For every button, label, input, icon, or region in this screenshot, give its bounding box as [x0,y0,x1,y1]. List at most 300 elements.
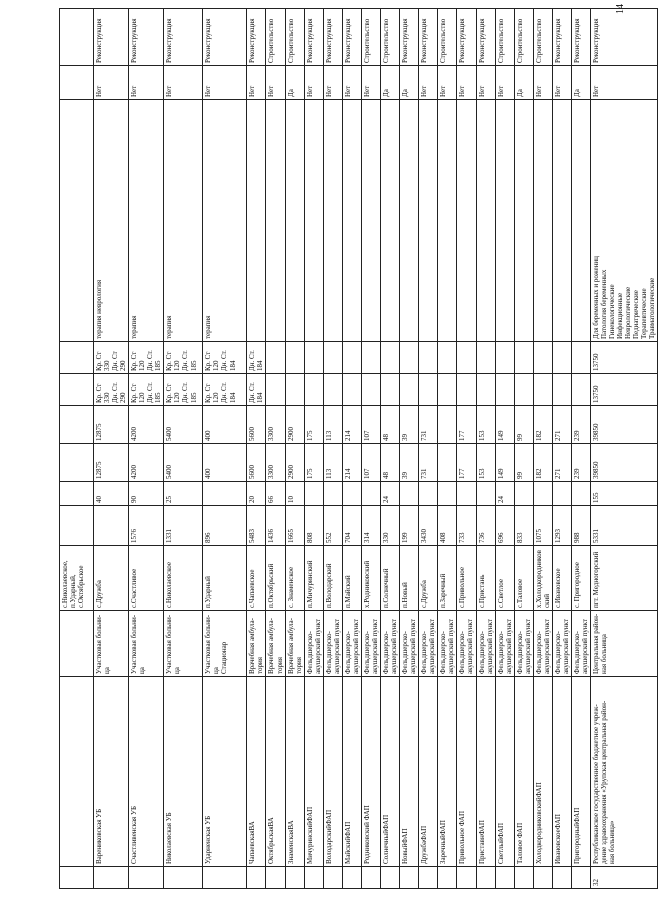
cell-beds [203,482,247,506]
cell-population: 988 [571,506,590,546]
cell-area2: 3300 [266,406,285,444]
cell-cab2 [285,342,304,374]
cell-area2 [438,406,457,444]
cell-exists: Нет [304,66,323,100]
cell-settlements: х.Холодкородниковский [533,546,552,611]
cell-population: 1665 [285,506,304,546]
cell-profile [285,100,304,342]
cell-action: Реконструкция [591,9,658,66]
row-number-cell [381,867,400,889]
cell-settlements: п.Володарский [323,546,342,611]
cell-profile [247,100,266,342]
cell-population: 704 [342,506,361,546]
cell-population [60,506,94,546]
cell-beds [361,482,380,506]
table-row [533,9,552,889]
cell-exists: Нет [203,66,247,100]
cell-cab2 [419,342,438,374]
row-number-cell [438,867,457,889]
cell-profile: терапия [164,100,203,342]
row-number-cell [323,867,342,889]
cell-action: Реконструкция [129,9,164,66]
row-number-cell [457,867,476,889]
cell-area1: 5400 [164,444,203,482]
cell-area1: 99 [514,444,533,482]
cell-area2: 2900 [285,406,304,444]
cell-settlements: пгт. Медногорский [591,546,658,611]
cell-cab1 [381,374,400,406]
cell-profile [571,100,590,342]
table-row [285,9,304,889]
cell-settlements: с.Светлое [495,546,514,611]
cell-unit: Врачебная амбула- тория [266,611,285,677]
cell-org: ЗнаменскаяВА [285,677,304,867]
cell-area2 [60,406,94,444]
cell-unit: Фельдшерско- акушерский пункт [323,611,342,677]
cell-area1 [438,444,457,482]
cell-profile [361,100,380,342]
cell-population: 736 [476,506,495,546]
cell-area1: 5600 [247,444,266,482]
row-number-cell [342,867,361,889]
cell-action: Реконструкция [203,9,247,66]
cell-area1: 239 [571,444,590,482]
cell-profile [381,100,400,342]
cell-action: Строительство [381,9,400,66]
cell-exists: Нет [94,66,129,100]
cell-settlements: с.Чапаевское [247,546,266,611]
cell-unit: Фельдшерско- акушерский пункт [381,611,400,677]
cell-cab1 [266,374,285,406]
cell-profile [457,100,476,342]
cell-profile [419,100,438,342]
cell-cab2 [400,342,419,374]
cell-cab2 [438,342,457,374]
cell-unit: Врачебная амбула- тория [285,611,304,677]
cell-beds: 10 [285,482,304,506]
cell-org: Николаевская УБ [164,677,203,867]
cell-action: Реконструкция [457,9,476,66]
cell-beds [514,482,533,506]
table-row [266,9,285,889]
cell-beds [419,482,438,506]
table-row [94,9,129,889]
cell-population: 3430 [419,506,438,546]
cell-population: 696 [495,506,514,546]
table-row [342,9,361,889]
cell-org: ЗаречныйФАП [438,677,457,867]
cell-cab1 [571,374,590,406]
cell-action: Реконструкция [323,9,342,66]
cell-cab2 [476,342,495,374]
cell-area1: 149 [495,444,514,482]
cell-cab1 [419,374,438,406]
cell-org: Ударненская УБ [203,677,247,867]
cell-cab1 [533,374,552,406]
cell-unit: Фельдшерско- акушерский пункт [552,611,571,677]
cell-exists: Нет [323,66,342,100]
cell-settlements: п.Мичуринский [304,546,323,611]
cell-org [60,677,94,867]
cell-profile [533,100,552,342]
cell-cab2: Кр. Ст 120 Дн. Ст. 184 [203,342,247,374]
cell-org: Республиканское государственное бюджетное учреж- дение здравоохранения «Урупская центральная район- ная больница» [591,677,658,867]
cell-unit: Фельдшерско- акушерский пункт [304,611,323,677]
cell-area1: 4200 [129,444,164,482]
cell-profile: терапия неврология [94,100,129,342]
cell-action: Реконструкция [342,9,361,66]
cell-area1: 177 [457,444,476,482]
cell-exists: Нет [591,66,658,100]
cell-cab2 [361,342,380,374]
cell-population: 330 [381,506,400,546]
cell-beds: 24 [495,482,514,506]
table-row [552,9,571,889]
cell-cab2: Кр. Ст 330 Дн. Ст 290 [94,342,129,374]
cell-action: Строительство [495,9,514,66]
cell-unit: Фельдшерско- акушерский пункт [400,611,419,677]
cell-cab1 [476,374,495,406]
cell-unit: Участковая больни- ца [164,611,203,677]
cell-profile [266,100,285,342]
cell-org: ХолодкородниковскийФАП [533,677,552,867]
row-number-cell [400,867,419,889]
cell-cab2: 13750 [591,342,658,374]
cell-population [94,506,129,546]
cell-action: Строительство [438,9,457,66]
cell-unit: Фельдшерско- акушерский пункт [419,611,438,677]
cell-org: ПриставнФАП [476,677,495,867]
cell-beds [457,482,476,506]
cell-beds: 40 [94,482,129,506]
cell-settlements: с.Таловое [514,546,533,611]
cell-settlements: с.Ивановское [552,546,571,611]
cell-settlements: с. Пригородное [571,546,590,611]
cell-org: ДружбаФАП [419,677,438,867]
cell-settlements: х.Родниковский [361,546,380,611]
cell-population: 314 [361,506,380,546]
cell-cab1 [323,374,342,406]
cell-population: 733 [457,506,476,546]
cell-profile [323,100,342,342]
cell-settlements: с.Пристань [476,546,495,611]
cell-exists: Нет [495,66,514,100]
row-number-cell [476,867,495,889]
cell-exists: Да [400,66,419,100]
cell-exists: Да [381,66,400,100]
row-number-cell [419,867,438,889]
cell-unit: Фельдшерско- акушерский пункт [495,611,514,677]
cell-cab1: Кр. Ст 120 Дн. Ст. 185 [164,374,203,406]
cell-profile [438,100,457,342]
cell-area1: 271 [552,444,571,482]
cell-settlements: с.Николаевское [164,546,203,611]
cell-cab1: Кр. Ст 120 Дн. Ст. 184 [203,374,247,406]
table-row [60,9,94,889]
cell-org: СолнечныйФАП [381,677,400,867]
row-number-cell: 32 [591,867,658,889]
cell-area1: 3300 [266,444,285,482]
cell-beds: 24 [381,482,400,506]
cell-area2: 99 [514,406,533,444]
cell-action: Реконструкция [247,9,266,66]
cell-profile [476,100,495,342]
cell-org: Варениковская УБ [94,677,129,867]
cell-cab2 [60,342,94,374]
cell-area2: 177 [457,406,476,444]
cell-beds: 90 [129,482,164,506]
cell-profile [400,100,419,342]
cell-org: Родниковский ФАП [361,677,380,867]
cell-unit: Фельдшерско- акушерский пункт [361,611,380,677]
table-row [247,9,266,889]
facilities-table [59,8,658,889]
cell-unit: Фельдшерско- акушерский пункт [571,611,590,677]
cell-population: 1576 [129,506,164,546]
cell-unit: Участковая больни- ца Стационар [203,611,247,677]
table-row [361,9,380,889]
cell-cab1 [438,374,457,406]
cell-org: Привольное ФАП [457,677,476,867]
cell-area1: 153 [476,444,495,482]
cell-cab2 [323,342,342,374]
cell-exists: Нет [164,66,203,100]
table-row [164,9,203,889]
cell-population: 808 [304,506,323,546]
cell-action: Реконструкция [94,9,129,66]
cell-area1: 12875 [94,444,129,482]
cell-exists: Нет [361,66,380,100]
row-number-cell [495,867,514,889]
cell-profile [60,100,94,342]
cell-area2: 4200 [129,406,164,444]
cell-exists: Нет [457,66,476,100]
cell-action: Реконструкция [400,9,419,66]
cell-cab2 [342,342,361,374]
table-row [571,9,590,889]
cell-beds [571,482,590,506]
page-number: 14 [615,4,626,14]
row-number-cell [60,867,94,889]
cell-settlements: с.Привольное [457,546,476,611]
cell-settlements: п.Октябрьский [266,546,285,611]
cell-exists: Нет [129,66,164,100]
cell-org: МичуринскийФАП [304,677,323,867]
cell-beds [552,482,571,506]
cell-unit: Фельдшерско- акушерский пункт [457,611,476,677]
cell-exists: Нет [247,66,266,100]
cell-cab1 [285,374,304,406]
cell-settlements: п.Солнечный [381,546,400,611]
cell-profile: терапия [203,100,247,342]
row-number-cell [164,867,203,889]
cell-cab1 [342,374,361,406]
cell-cab2 [266,342,285,374]
cell-cab2: Дн. Ст. 184 [247,342,266,374]
cell-cab2 [495,342,514,374]
cell-unit: Фельдшерско- акушерский пункт [438,611,457,677]
cell-area2: 149 [495,406,514,444]
cell-cab1: Кр. Ст 120 Дн. Ст. 185 [129,374,164,406]
cell-unit [60,611,94,677]
cell-cab2 [533,342,552,374]
cell-exists: Нет [476,66,495,100]
cell-area2: 175 [304,406,323,444]
cell-settlements: п.Ударный [203,546,247,611]
cell-org: Счастливенская УБ [129,677,164,867]
cell-area1: 182 [533,444,552,482]
cell-action: Строительство [285,9,304,66]
cell-org: МайскийФАП [342,677,361,867]
cell-cab1 [514,374,533,406]
cell-area2: 182 [533,406,552,444]
cell-beds [533,482,552,506]
cell-action: Строительство [514,9,533,66]
cell-area2: 107 [361,406,380,444]
cell-settlements: с.Дружба [94,546,129,611]
cell-profile: Для беременных и рожениц Патология беременных Гинекологические Инфекционные Неврологические Педиатрические Терапевтические Травматологические [591,100,658,342]
cell-population: 1075 [533,506,552,546]
cell-profile [514,100,533,342]
table-row [514,9,533,889]
cell-area1: 175 [304,444,323,482]
table-row [457,9,476,889]
cell-population: 552 [323,506,342,546]
cell-area1: 214 [342,444,361,482]
cell-exists: Нет [266,66,285,100]
cell-org: СветлыйФАП [495,677,514,867]
cell-area2: 39 [400,406,419,444]
cell-area2: 5400 [164,406,203,444]
row-number-cell [247,867,266,889]
cell-population: 5331 [591,506,658,546]
row-number-cell [304,867,323,889]
cell-area2: 400 [203,406,247,444]
table-row [323,9,342,889]
cell-unit: Фельдшерско- акушерский пункт [533,611,552,677]
cell-org: ИвановскоеФАП [552,677,571,867]
cell-unit: Центральная район- ная больница [591,611,658,677]
row-number-cell [533,867,552,889]
cell-area1: 731 [419,444,438,482]
table-row [419,9,438,889]
cell-settlements: п.Майский [342,546,361,611]
cell-settlements: с.Николаевское, п.Ударный, с.Октябрьское [60,546,94,611]
cell-settlements: п.Новый [400,546,419,611]
table-row [438,9,457,889]
cell-cab2 [571,342,590,374]
cell-unit: Участковая больни- ца [129,611,164,677]
cell-cab2: Кр. Ст 120 Дн. Ст. 185 [164,342,203,374]
cell-action: Реконструкция [419,9,438,66]
cell-exists: Нет [533,66,552,100]
cell-cab1: Кр. Ст 330 Дн. Ст. 290 [94,374,129,406]
cell-exists: Нет [419,66,438,100]
cell-profile [495,100,514,342]
cell-org: ПригородныйФАП [571,677,590,867]
cell-action [60,9,94,66]
row-number-cell [514,867,533,889]
cell-beds [438,482,457,506]
cell-profile [342,100,361,342]
cell-cab1 [400,374,419,406]
cell-action: Строительство [266,9,285,66]
table-row [400,9,419,889]
cell-beds: 66 [266,482,285,506]
cell-org: ОктябрьскаяВА [266,677,285,867]
cell-beds [323,482,342,506]
row-number-cell [361,867,380,889]
cell-area1: 48 [381,444,400,482]
cell-area1: 39850 [591,444,658,482]
cell-population: 408 [438,506,457,546]
cell-settlements: п.Заречный [438,546,457,611]
cell-unit: Фельдшерско- акушерский пункт [476,611,495,677]
cell-org: НовыйФАП [400,677,419,867]
cell-beds: 155 [591,482,658,506]
row-number-cell [266,867,285,889]
cell-org: ВолодарскийФАП [323,677,342,867]
cell-unit: Участковая больни- ца [94,611,129,677]
cell-exists: Да [571,66,590,100]
cell-action: Реконструкция [571,9,590,66]
cell-action: Реконструкция [164,9,203,66]
cell-action: Реконструкция [476,9,495,66]
cell-cab1 [457,374,476,406]
cell-unit: Фельдшерско- акушерский пункт [342,611,361,677]
cell-cab2 [304,342,323,374]
row-number-cell [552,867,571,889]
table-row [203,9,247,889]
cell-area2: 5600 [247,406,266,444]
row-number-cell [285,867,304,889]
cell-cab2: Кр. Ст 120 Дн. Ст. 185 [129,342,164,374]
table-row [381,9,400,889]
cell-cab2 [552,342,571,374]
cell-beds [400,482,419,506]
table-row [476,9,495,889]
cell-settlements: с. Знаменское [285,546,304,611]
cell-profile [552,100,571,342]
rotated-page [59,9,657,889]
cell-cab1: Дн. Ст. 184 [247,374,266,406]
table-row [129,9,164,889]
row-number-cell [571,867,590,889]
cell-action: Реконструкция [552,9,571,66]
cell-cab2 [457,342,476,374]
row-number-cell [129,867,164,889]
cell-area2: 113 [323,406,342,444]
cell-area1: 2900 [285,444,304,482]
cell-cab1 [552,374,571,406]
cell-population: 1436 [266,506,285,546]
row-number-cell [203,867,247,889]
cell-cab2 [381,342,400,374]
cell-population: 1293 [552,506,571,546]
cell-area1: 107 [361,444,380,482]
cell-area2: 39850 [591,406,658,444]
cell-exists: Нет [342,66,361,100]
cell-cab2 [514,342,533,374]
cell-action: Строительство [361,9,380,66]
cell-population: 199 [400,506,419,546]
cell-exists: Нет [552,66,571,100]
cell-unit: Фельдшерско- акушерский пункт [514,611,533,677]
cell-org: ЧапаевскаяВА [247,677,266,867]
cell-beds [342,482,361,506]
cell-cab1 [495,374,514,406]
cell-exists [60,66,94,100]
